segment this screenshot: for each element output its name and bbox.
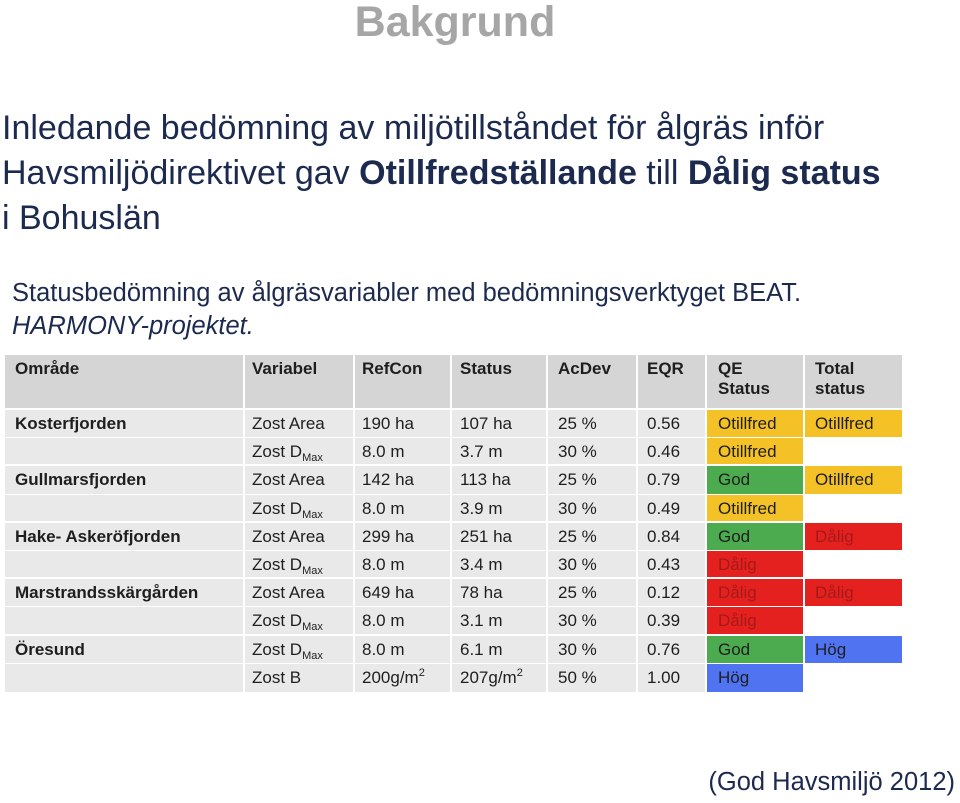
- total-status-cell: [805, 664, 902, 694]
- table-body: [5, 410, 902, 694]
- total-status-cell: [805, 495, 902, 523]
- qe-status-cell: [707, 523, 805, 551]
- intro-line-3: i Bohuslän: [2, 199, 161, 237]
- refcon-value: 8.0 m: [362, 554, 405, 574]
- table-row: [5, 466, 902, 494]
- acdev-cell: [548, 495, 638, 523]
- variable-cell: [245, 495, 355, 523]
- status-value: 113 ha: [460, 470, 511, 490]
- acdev-value: 30 %: [558, 639, 597, 659]
- total-status-cell: [805, 438, 902, 466]
- acdev-cell: [548, 607, 638, 635]
- variable-subscript: Max: [302, 649, 323, 662]
- acdev-cell: [548, 410, 638, 438]
- refcon-cell: [355, 438, 452, 466]
- variable-cell: [245, 579, 355, 607]
- refcon-value: 190 ha: [362, 414, 414, 433]
- acdev-value: 25 %: [558, 583, 597, 603]
- refcon-cell: [355, 466, 452, 494]
- qe-status-label: Otillfred: [718, 414, 777, 433]
- refcon-value: 649 ha: [362, 583, 414, 603]
- area-name: Marstrandsskärgården: [15, 583, 199, 603]
- refcon-cell: [355, 664, 452, 694]
- qe-status-label: God: [718, 470, 751, 490]
- eqr-value: 0.84: [647, 526, 681, 546]
- unit-superscript: 2: [516, 666, 523, 679]
- area-cell: [5, 410, 245, 438]
- eqr-cell: [638, 438, 707, 466]
- acdev-cell: [548, 636, 638, 664]
- variable-cell: [245, 607, 355, 635]
- status-value: 3.7 m: [460, 442, 503, 462]
- acdev-cell: [548, 579, 638, 607]
- variable-label: Zost Area: [252, 583, 325, 603]
- table-row: [5, 579, 902, 607]
- qe-status-label: Dålig: [718, 611, 757, 631]
- acdev-cell: [548, 466, 638, 494]
- status-value: 107 ha: [460, 414, 512, 433]
- acdev-value: 30 %: [558, 442, 597, 462]
- total-status-cell: [805, 410, 902, 438]
- acdev-value: 50 %: [558, 667, 597, 687]
- total-status-cell: [805, 466, 902, 494]
- status-value: 3.4 m: [460, 554, 503, 574]
- acdev-value: 25 %: [558, 470, 597, 490]
- area-cell: [5, 664, 245, 694]
- status-cell: [452, 551, 548, 579]
- variable-cell: [245, 551, 355, 579]
- eqr-value: 1.00: [647, 667, 681, 687]
- status-cell: [452, 410, 548, 438]
- variable-cell: [245, 664, 355, 694]
- intro-line-1: Inledande bedömning av miljötillståndet för ålgräs inför: [2, 109, 825, 147]
- variable-cell: [245, 410, 355, 438]
- caption-line-1: Statusbedömning av ålgräsvariabler med bedömningsverktyget BEAT.: [12, 279, 802, 307]
- acdev-cell: [548, 664, 638, 694]
- eqr-cell: [638, 495, 707, 523]
- total-status-cell: [805, 523, 902, 551]
- variable-label: Zost D: [252, 442, 303, 462]
- eqr-cell: [638, 607, 707, 635]
- caption-line-2: HARMONY-projektet.: [12, 312, 254, 340]
- table-header-row: [5, 355, 902, 410]
- refcon-value: 8.0 m: [362, 442, 405, 462]
- status-cell: [452, 664, 548, 694]
- qe-status-label: Otillfred: [718, 498, 777, 518]
- qe-status-label: Hög: [718, 667, 750, 687]
- acdev-value: 30 %: [558, 498, 597, 518]
- area-name: Kosterfjorden: [15, 414, 127, 433]
- status-table: [5, 355, 902, 694]
- column-header-eqr: EQR: [638, 355, 707, 410]
- area-cell: [5, 636, 245, 664]
- qe-status-cell: [707, 495, 805, 523]
- eqr-cell: [638, 664, 707, 694]
- intro-line-2-mid: till: [636, 154, 688, 192]
- total-status-cell: [805, 636, 902, 664]
- eqr-value: 0.79: [647, 470, 681, 490]
- qe-status-label: God: [718, 639, 751, 659]
- eqr-value: 0.76: [647, 639, 681, 659]
- column-header-qe-status: QE Status: [707, 355, 805, 410]
- column-header-area: Område: [5, 355, 245, 410]
- area-cell: [5, 523, 245, 551]
- slide-title: Bakgrund: [354, 0, 556, 46]
- status-value: 78 ha: [460, 583, 503, 603]
- total-status-label: Hög: [815, 639, 847, 659]
- variable-label: Zost Area: [252, 414, 325, 433]
- table-row: [5, 438, 902, 466]
- variable-subscript: Max: [302, 621, 323, 634]
- variable-label: Zost B: [252, 667, 302, 687]
- acdev-value: 30 %: [558, 554, 597, 574]
- total-status-label: Otillfred: [815, 470, 874, 490]
- area-name: Gullmarsfjorden: [15, 470, 147, 490]
- status-value: 207g/m: [460, 667, 517, 687]
- variable-subscript: Max: [302, 508, 323, 521]
- eqr-cell: [638, 466, 707, 494]
- refcon-value: 8.0 m: [362, 639, 405, 659]
- refcon-cell: [355, 410, 452, 438]
- area-cell: [5, 551, 245, 579]
- variable-cell: [245, 636, 355, 664]
- eqr-cell: [638, 636, 707, 664]
- total-status-label: Dålig: [815, 583, 854, 603]
- qe-status-label: Otillfred: [718, 442, 777, 462]
- refcon-cell: [355, 579, 452, 607]
- eqr-value: 0.12: [647, 583, 681, 603]
- total-status-label: Dålig: [815, 526, 854, 546]
- qe-status-cell: [707, 636, 805, 664]
- eqr-value: 0.49: [647, 498, 681, 518]
- eqr-value: 0.46: [647, 442, 681, 462]
- refcon-cell: [355, 636, 452, 664]
- table-caption: [12, 277, 801, 343]
- refcon-cell: [355, 495, 452, 523]
- qe-status-cell: [707, 410, 805, 438]
- status-value: 3.9 m: [460, 498, 503, 518]
- variable-label: Zost D: [252, 639, 303, 659]
- area-cell: [5, 438, 245, 466]
- qe-status-label: God: [718, 526, 751, 546]
- area-cell: [5, 579, 245, 607]
- total-status-cell: [805, 579, 902, 607]
- variable-cell: [245, 466, 355, 494]
- qe-status-label: Dålig: [718, 554, 757, 574]
- status-value: 251 ha: [460, 526, 512, 546]
- acdev-cell: [548, 523, 638, 551]
- emphasis-otillfredstallande: Otillfredställande: [359, 154, 637, 192]
- variable-label: Zost Area: [252, 526, 325, 546]
- refcon-cell: [355, 523, 452, 551]
- status-value: 3.1 m: [460, 611, 503, 631]
- status-cell: [452, 495, 548, 523]
- status-cell: [452, 523, 548, 551]
- table-row: [5, 410, 902, 438]
- qe-status-cell: [707, 551, 805, 579]
- acdev-cell: [548, 551, 638, 579]
- variable-label: Zost D: [252, 554, 303, 574]
- refcon-value: 142 ha: [362, 470, 414, 490]
- variable-label: Zost Area: [252, 470, 325, 490]
- status-cell: [452, 466, 548, 494]
- eqr-cell: [638, 410, 707, 438]
- qe-status-label: Dålig: [718, 583, 757, 603]
- table-row: [5, 495, 902, 523]
- variable-label: Zost D: [252, 498, 303, 518]
- table-row: [5, 607, 902, 635]
- eqr-cell: [638, 579, 707, 607]
- qe-status-cell: [707, 607, 805, 635]
- source-citation: (God Havsmiljö 2012): [708, 768, 955, 796]
- table-row: [5, 523, 902, 551]
- total-status-cell: [805, 551, 902, 579]
- variable-subscript: Max: [302, 452, 323, 465]
- eqr-cell: [638, 523, 707, 551]
- area-name: Hake- Askeröfjorden: [15, 526, 181, 546]
- table-row: [5, 551, 902, 579]
- variable-subscript: Max: [302, 564, 323, 577]
- refcon-value: 8.0 m: [362, 611, 405, 631]
- column-header-refcon: RefCon: [355, 355, 452, 410]
- column-header-status: Status: [452, 355, 548, 410]
- variable-label: Zost D: [252, 611, 303, 631]
- acdev-value: 30 %: [558, 611, 597, 631]
- intro-paragraph: [2, 106, 881, 241]
- eqr-value: 0.43: [647, 554, 681, 574]
- emphasis-dalig-status: Dålig status: [687, 154, 881, 192]
- status-cell: [452, 438, 548, 466]
- qe-status-cell: [707, 579, 805, 607]
- unit-superscript: 2: [418, 666, 425, 679]
- table-row: [5, 636, 902, 664]
- acdev-value: 25 %: [558, 414, 597, 433]
- area-name: Öresund: [15, 639, 85, 659]
- column-header-variable: Variabel: [245, 355, 355, 410]
- status-cell: [452, 579, 548, 607]
- variable-cell: [245, 523, 355, 551]
- table-row: [5, 664, 902, 694]
- area-cell: [5, 466, 245, 494]
- intro-line-2-lead: Havsmiljödirektivet gav: [2, 154, 360, 192]
- acdev-value: 25 %: [558, 526, 597, 546]
- refcon-cell: [355, 551, 452, 579]
- column-header-acdev: AcDev: [548, 355, 638, 410]
- variable-cell: [245, 438, 355, 466]
- eqr-cell: [638, 551, 707, 579]
- total-status-label: Otillfred: [815, 414, 874, 433]
- qe-status-cell: [707, 466, 805, 494]
- status-cell: [452, 607, 548, 635]
- qe-status-cell: [707, 664, 805, 694]
- status-value: 6.1 m: [460, 639, 503, 659]
- status-cell: [452, 636, 548, 664]
- qe-status-cell: [707, 438, 805, 466]
- refcon-value: 299 ha: [362, 526, 414, 546]
- column-header-total-status: Total status: [805, 355, 902, 410]
- total-status-cell: [805, 607, 902, 635]
- area-cell: [5, 607, 245, 635]
- acdev-cell: [548, 438, 638, 466]
- eqr-value: 0.39: [647, 611, 681, 631]
- refcon-cell: [355, 607, 452, 635]
- area-cell: [5, 495, 245, 523]
- eqr-value: 0.56: [647, 414, 681, 433]
- refcon-value: 200g/m: [362, 667, 419, 687]
- refcon-value: 8.0 m: [362, 498, 405, 518]
